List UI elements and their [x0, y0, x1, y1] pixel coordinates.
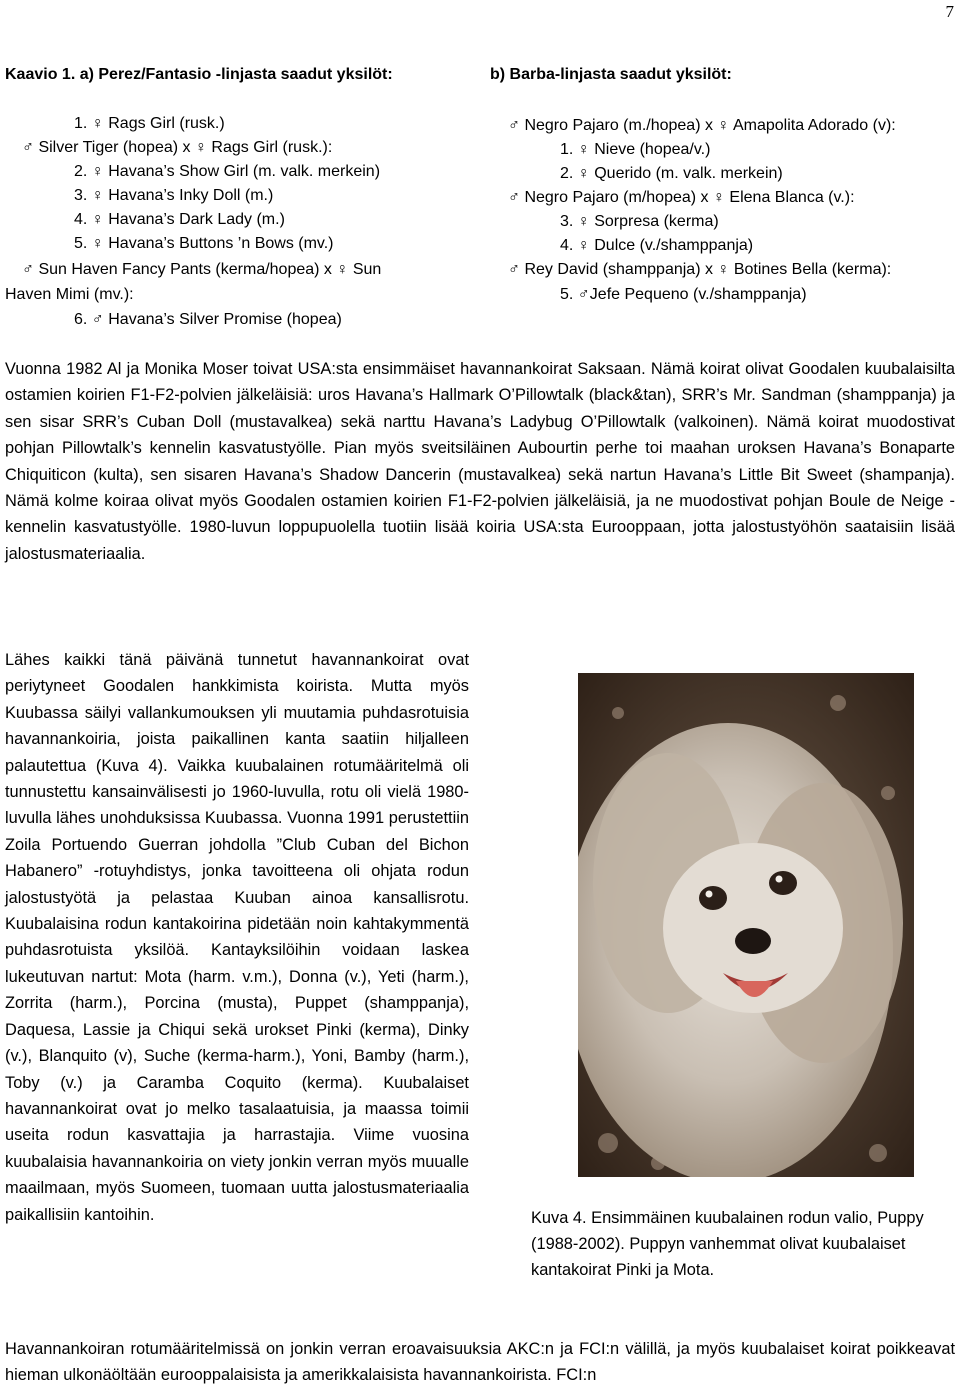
section-b-line: ♂ Negro Pajaro (m./hopea) x ♀ Amapolita Adorado (v): [508, 117, 896, 134]
section-a-line: 4. ♀ Havana’s Dark Lady (m.) [74, 211, 285, 228]
figure-caption: Kuva 4. Ensimmäinen kuubalainen rodun valio, Puppy (1988-2002). Puppyn vanhemmat olivat kuubalaiset kantakoirat Pinki ja Mota. [531, 1209, 924, 1279]
paragraph-2 [5, 647, 469, 1228]
section-a-line: 1. ♀ Rags Girl (rusk.) [74, 115, 225, 132]
paragraph-3-text: Havannankoiran rotumääritelmissä on jonkin verran eroavaisuuksia AKC:n ja FCI:n välillä, ja myös kuubalaiset koirat poikkeavat hieman ulkonäöltään eurooppalaisista ja amerikkalaisista havannankoirista. FCI:n [5, 1340, 955, 1385]
section-a-line: 3. ♀ Havana’s Inky Doll (m.) [74, 187, 274, 204]
section-a-line: ♂ Sun Haven Fancy Pants (kerma/hopea) x ♀ Sun [22, 261, 382, 278]
section-b-line: 1. ♀ Nieve (hopea/v.) [560, 141, 711, 158]
section-a-line: 5. ♀ Havana’s Buttons ’n Bows (mv.) [74, 235, 334, 252]
section-b-line: 2. ♀ Querido (m. valk. merkein) [560, 165, 783, 182]
section-a-heading: Kaavio 1. a) Perez/Fantasio -linjasta saadut yksilöt: [5, 66, 393, 83]
paragraph-3 [5, 1336, 955, 1389]
section-a-line: 6. ♂ Havana’s Silver Promise (hopea) [74, 311, 342, 328]
paragraph-1 [5, 356, 955, 567]
section-a-line: ♂ Silver Tiger (hopea) x ♀ Rags Girl (rusk.): [22, 139, 333, 156]
section-b-line: 3. ♀ Sorpresa (kerma) [560, 213, 719, 230]
paragraph-2-text: Lähes kaikki tänä päivänä tunnetut havannankoirat ovat periytyneet Goodalen hankkimista koirista. Mutta myös Kuubassa säilyi vallankumouksen yli muutamia puhdasrotuisia havannankoiria, joista paikallinen kanta saatiin hiljalleen palautettua (Kuva 4). Vaikka kuubalainen rotumääritelmä oli tunnustettu kansainvälisesti jo 1960-luvulla, rotu oli vielä 1980-luvulla lähes unohduksissa Kuubassa. Vuonna 1991 perustettiin Zoila Portuendo Guerran johdolla ”Club Cuban del Bichon Habanero” -rotuyhdistys, jonka tavoitteena oli ohjata rodun jalostustyötä ja pelastaa Kuuban ainoa kansallisrotu. Kuubalaisina rodun kantakoirina pidetään noin kahtakymmentä puhdasrotuista yksilöä. Kantayksilöihin voidaan laskea lukeutuvan nartut: Mota (harm. v.m.), Donna (v.), Yeti (harm.), Zorrita (harm.), Porcina (musta), Puppet (shamppanja), Daquesa, Lassie ja Chiqui sekä urokset Pinki (kerma), Dinky (v.), Blanquito (v), Suche (kerma-harm.), Yoni, Bamby (harm.), Toby (v.) ja Caramba Coquito (kerma). Kuubalaiset havannankoirat ovat jo melko tasalaatuisia, ja maassa toimii useita rodun kasvattajia ja harrastajia. Viime vuosina kuubalaisia havannankoiria on viety jonkin verran myös muualle maailmaan, myös Suomeen, tuomaan uutta jalostusmateriaalia paikallisiin kantoihin. [5, 651, 469, 1224]
page-number: 7 [945, 2, 954, 21]
section-b-line: ♂ Negro Pajaro (m/hopea) x ♀ Elena Blanca (v.): [508, 189, 855, 206]
section-b-line: 5. ♂Jefe Pequeno (v./shamppanja) [560, 286, 807, 303]
dog-photo [578, 673, 914, 1177]
paragraph-1-text: Vuonna 1982 Al ja Monika Moser toivat USA:sta ensimmäiset havannankoirat Saksaan. Nämä koirat olivat Goodalen kuubalaisilta ostamien koirien F1-F2-polvien jälkeläisiä: uros Havana’s Hallmark O’Pillowtalk (black&tan), SRR’s Mr. Sandman (shamppanja) ja sen sisar SRR’s Cuban Doll (mustavalkea) sekä narttu Havana’s Ladybug O’Pillowtalk (valkoinen). Nämä koirat muodostivat pohjan Pillowtalk’s kennelin kasvatustyölle. Pian myös sveitsiläinen Aubourtin perhe toi maahan uroksen Havana’s Bonaparte Chiquiticon (kulta), sen sisaren Havana’s Shadow Dancerin (mustavalkea) sekä nartun Havana’s Little Bit Sweet (shampanja). Nämä kolme koiraa olivat myös Goodalen ostamien koirien F1-F2-polvien jälkeläisiä, ja ne muodostivat pohjan Boule de Neige -kennelin kasvatustyölle. 1980-luvun loppupuolella tuotiin lisää koiria USA:sta Eurooppaan, jotta jalostustyöhön saataisiin lisää jalostusmateriaalia. [5, 360, 955, 563]
section-b-line: 4. ♀ Dulce (v./shamppanja) [560, 237, 754, 254]
section-b-line: ♂ Rey David (shamppanja) x ♀ Botines Bella (kerma): [508, 261, 892, 278]
section-a-line: Haven Mimi (mv.): [5, 286, 134, 303]
section-a-line: 2. ♀ Havana’s Show Girl (m. valk. merkein) [74, 163, 381, 180]
section-b-heading: b) Barba-linjasta saadut yksilöt: [490, 66, 732, 83]
dog-illustration [578, 673, 914, 1177]
